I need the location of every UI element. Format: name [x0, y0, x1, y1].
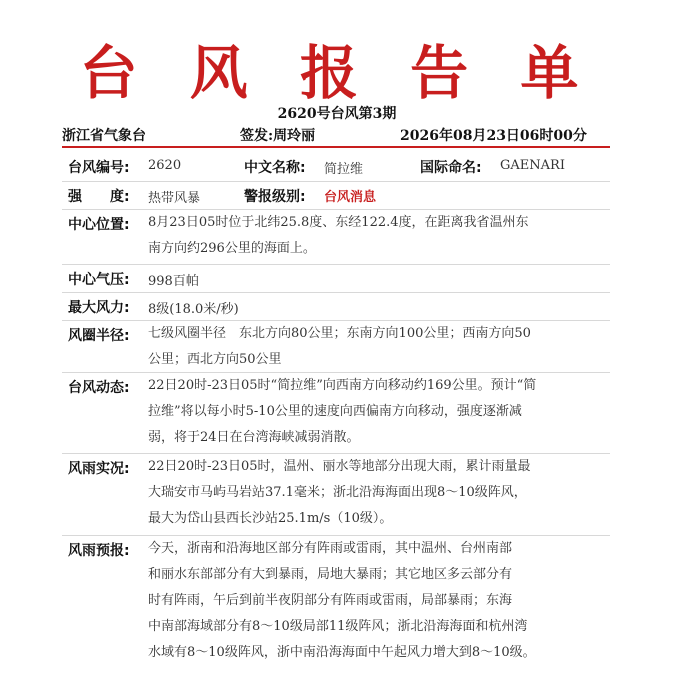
strength-label: 强 度:	[68, 189, 130, 205]
forecast-line: 今天，浙南和沿海地区部分有阵雨或雷雨，其中温州、台州南部	[148, 541, 513, 556]
center-line: 南方向约296公里的海面上。	[148, 241, 316, 256]
forecast-text	[148, 536, 608, 666]
warning-label: 警报级别:	[244, 189, 306, 205]
movement-line: 弱，将于24日在台湾海峡减弱消散。	[148, 430, 360, 445]
issuing-office: 浙江省气象台	[62, 128, 146, 144]
row-strength	[62, 182, 610, 210]
forecast-label: 风雨预报:	[68, 543, 130, 559]
cn-name-label: 中文名称:	[244, 160, 306, 176]
issue-number: 2620号台风第3期	[277, 106, 397, 122]
row-actual	[62, 454, 610, 536]
center-text	[148, 210, 608, 262]
row-center	[62, 210, 610, 265]
actual-text	[148, 454, 608, 532]
row-forecast	[62, 536, 610, 676]
row-radius	[62, 321, 610, 373]
radius-label: 风圈半径:	[68, 328, 130, 344]
center-label: 中心位置:	[68, 217, 130, 233]
strength-value: 热带风暴	[148, 191, 201, 206]
forecast-line: 中南部海域部分有8～10级局部11级阵风；浙北沿海海面和杭州湾	[148, 619, 528, 634]
intl-name-value: GAENARI	[500, 158, 565, 173]
actual-label: 风雨实况:	[68, 461, 130, 477]
actual-line: 大瑞安市马屿马岩站37.1毫米；浙北沿海海面出现8～10级阵风，	[148, 485, 527, 500]
center-line: 8月23日05时位于北纬25.8度、东经122.4度，在距离我省温州东	[148, 215, 529, 230]
max-wind-value: 8级(18.0米/秒)	[148, 302, 239, 317]
row-identity	[62, 152, 610, 182]
forecast-line: 水域有8～10级阵风，浙中南沿海海面中午起风力增大到8～10级。	[148, 645, 536, 660]
warning-value: 台风消息	[324, 190, 377, 205]
actual-line: 最大为岱山县西长沙站25.1m/s（10级）。	[148, 511, 393, 526]
typhoon-no-label: 台风编号:	[68, 160, 130, 176]
row-pressure	[62, 265, 610, 293]
forecast-line: 和丽水东部部分有大到暴雨，局地大暴雨；其它地区多云部分有	[148, 567, 513, 582]
radius-line: 七级风圈半径 东北方向80公里；东南方向100公里；西南方向50	[148, 326, 531, 341]
row-max-wind	[62, 293, 610, 321]
movement-label: 台风动态:	[68, 380, 130, 396]
radius-line: 公里；西北方向50公里	[148, 352, 282, 367]
intl-name-label: 国际命名:	[420, 160, 482, 176]
report-title: 台 风 报 告 单	[79, 39, 595, 107]
movement-line: 拉维”将以每小时5-10公里的速度向西偏南方向移动，强度逐渐减	[148, 404, 522, 419]
issue-datetime: 2026年08月23日06时00分	[400, 128, 587, 144]
movement-text	[148, 373, 608, 451]
forecast-line: 时有阵雨，午后到前半夜阴部分有阵雨或雷雨，局部暴雨；东海	[148, 593, 513, 608]
movement-line: 22日20时-23日05时“简拉维”向西南方向移动约169公里。预计“简	[148, 378, 537, 393]
row-movement	[62, 373, 610, 454]
signer: 签发:周玲丽	[240, 128, 316, 144]
actual-line: 22日20时-23日05时，温州、丽水等地部分出现大雨，累计雨量最	[148, 459, 531, 474]
pressure-value: 998百帕	[148, 274, 199, 289]
radius-text	[148, 321, 608, 373]
pressure-label: 中心气压:	[68, 272, 130, 288]
header-divider	[62, 146, 610, 148]
typhoon-no-value: 2620	[148, 158, 182, 173]
cn-name-value: 简拉维	[324, 162, 364, 177]
max-wind-label: 最大风力:	[68, 300, 130, 316]
